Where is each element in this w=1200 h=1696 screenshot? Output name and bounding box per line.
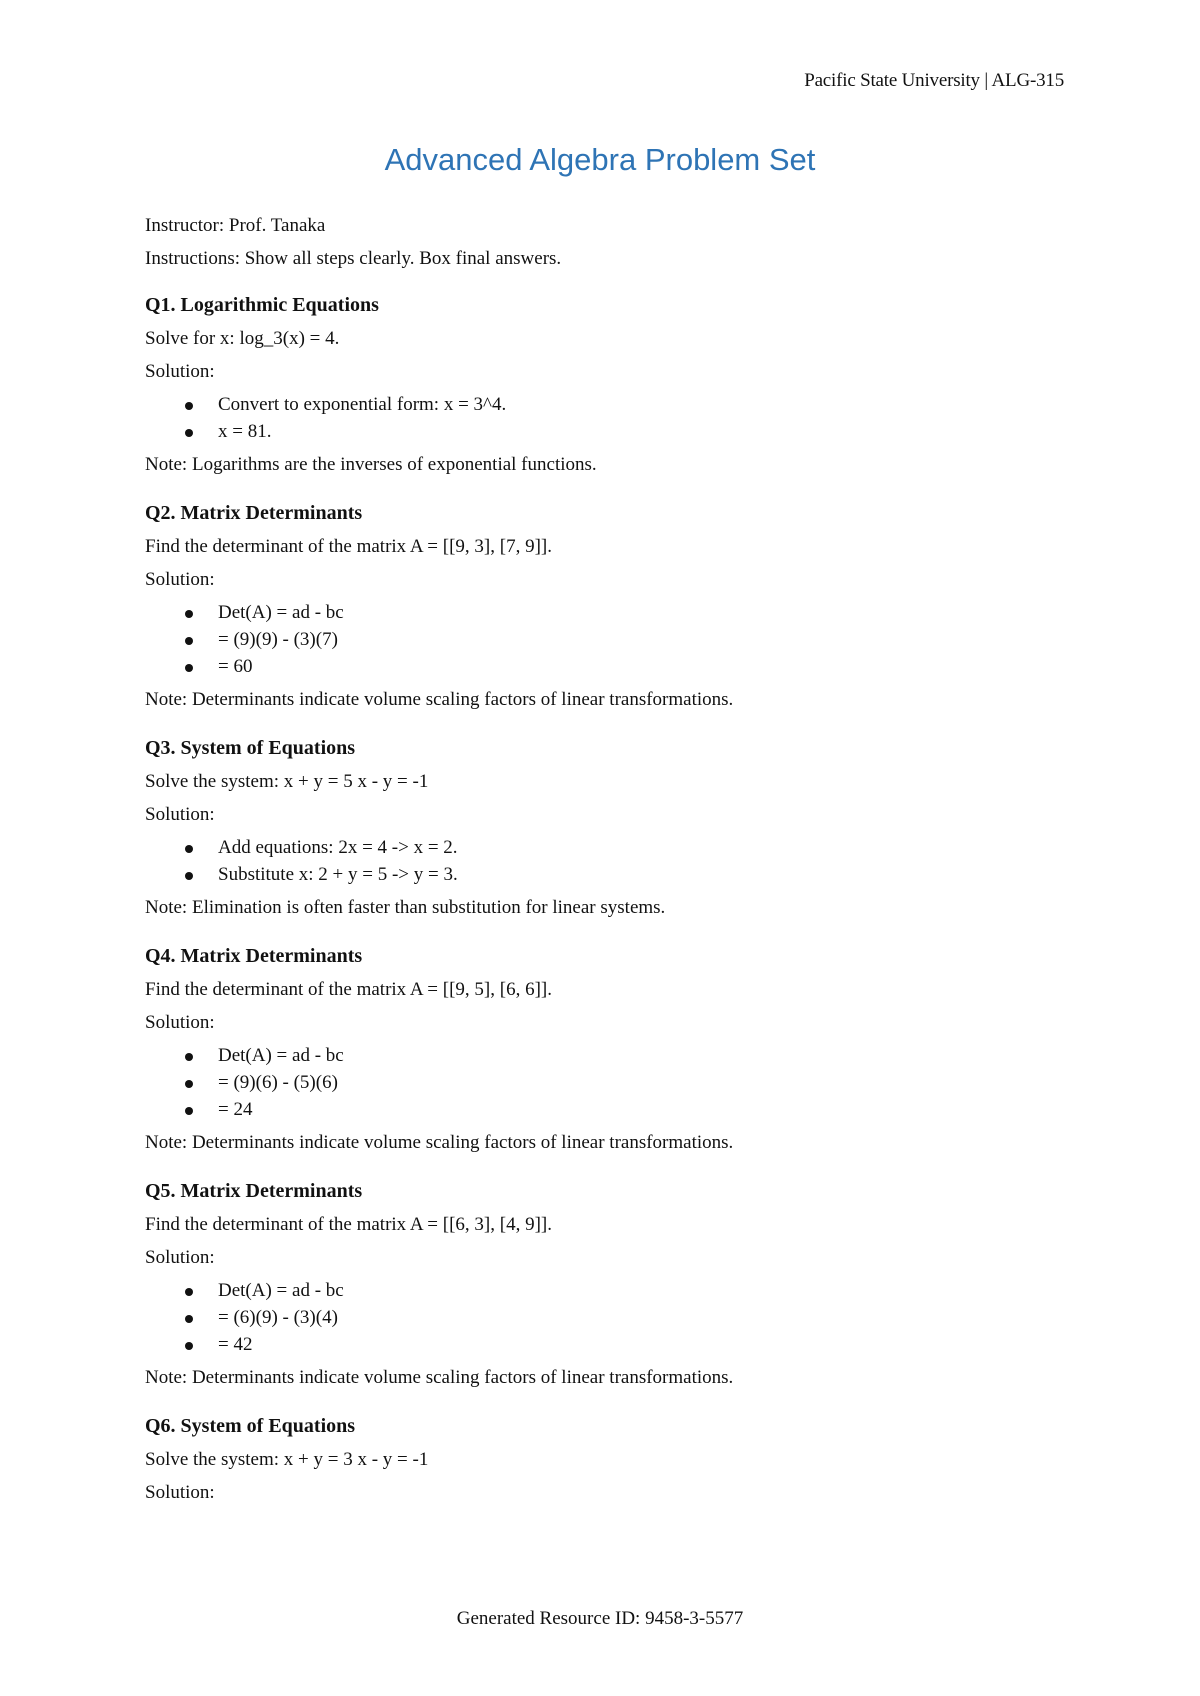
question-prompt: Find the determinant of the matrix A = [[9, 3], [7, 9]]. bbox=[145, 536, 552, 557]
solution-step: Convert to exponential form: x = 3^4. bbox=[145, 391, 1065, 418]
document-title: Advanced Algebra Problem Set bbox=[384, 142, 816, 177]
question-prompt: Solve the system: x + y = 5 x - y = -1 bbox=[145, 771, 429, 792]
page-footer: Generated Resource ID: 9458-3-5577 bbox=[456, 1608, 744, 1629]
document-body bbox=[145, 212, 1065, 1528]
solution-step: Det(A) = ad - bc bbox=[145, 1277, 1065, 1304]
solution-steps bbox=[145, 391, 1065, 445]
question-note: Note: Logarithms are the inverses of exponential functions. bbox=[145, 454, 597, 475]
solution-label: Solution: bbox=[145, 1012, 215, 1033]
solution-steps bbox=[145, 1042, 1065, 1123]
question-section bbox=[145, 943, 1065, 1156]
question-prompt: Solve the system: x + y = 3 x - y = -1 bbox=[145, 1449, 429, 1470]
question-section bbox=[145, 1178, 1065, 1391]
page-header: Pacific State University | ALG-315 bbox=[804, 70, 1064, 91]
question-prompt: Find the determinant of the matrix A = [[9, 5], [6, 6]]. bbox=[145, 979, 552, 1000]
solution-step: Det(A) = ad - bc bbox=[145, 1042, 1065, 1069]
solution-label: Solution: bbox=[145, 1247, 215, 1268]
question-heading: Q2. Matrix Determinants bbox=[145, 502, 363, 524]
solution-step: = 24 bbox=[145, 1096, 1065, 1123]
solution-steps bbox=[145, 1277, 1065, 1358]
solution-label: Solution: bbox=[145, 804, 215, 825]
solution-step: Add equations: 2x = 4 -> x = 2. bbox=[145, 834, 1065, 861]
solution-step: = 42 bbox=[145, 1331, 1065, 1358]
question-note: Note: Determinants indicate volume scaling factors of linear transformations. bbox=[145, 1132, 734, 1153]
solution-step: = 60 bbox=[145, 653, 1065, 680]
solution-step: Det(A) = ad - bc bbox=[145, 599, 1065, 626]
question-prompt: Find the determinant of the matrix A = [[6, 3], [4, 9]]. bbox=[145, 1214, 552, 1235]
question-section bbox=[145, 292, 1065, 478]
solution-steps bbox=[145, 599, 1065, 680]
question-section bbox=[145, 735, 1065, 921]
question-section bbox=[145, 1413, 1065, 1506]
solution-label: Solution: bbox=[145, 361, 215, 382]
question-heading: Q5. Matrix Determinants bbox=[145, 1180, 363, 1202]
question-prompt: Solve for x: log_3(x) = 4. bbox=[145, 328, 340, 349]
questions-list bbox=[145, 292, 1065, 1506]
solution-step: Substitute x: 2 + y = 5 -> y = 3. bbox=[145, 861, 1065, 888]
solution-step: = (9)(6) - (5)(6) bbox=[145, 1069, 1065, 1096]
question-heading: Q6. System of Equations bbox=[145, 1415, 356, 1437]
question-heading: Q1. Logarithmic Equations bbox=[145, 294, 379, 316]
question-note: Note: Determinants indicate volume scaling factors of linear transformations. bbox=[145, 689, 734, 710]
question-section bbox=[145, 500, 1065, 713]
solution-label: Solution: bbox=[145, 1482, 215, 1503]
solution-step: x = 81. bbox=[145, 418, 1065, 445]
question-heading: Q4. Matrix Determinants bbox=[145, 945, 363, 967]
instructions-line: Instructions: Show all steps clearly. Box final answers. bbox=[145, 248, 562, 269]
question-heading: Q3. System of Equations bbox=[145, 737, 356, 759]
instructor-line: Instructor: Prof. Tanaka bbox=[145, 215, 326, 236]
meta-block bbox=[145, 212, 1065, 272]
solution-label: Solution: bbox=[145, 569, 215, 590]
solution-step: = (6)(9) - (3)(4) bbox=[145, 1304, 1065, 1331]
question-note: Note: Elimination is often faster than substitution for linear systems. bbox=[145, 897, 666, 918]
question-note: Note: Determinants indicate volume scaling factors of linear transformations. bbox=[145, 1367, 734, 1388]
solution-step: = (9)(9) - (3)(7) bbox=[145, 626, 1065, 653]
solution-steps bbox=[145, 834, 1065, 888]
